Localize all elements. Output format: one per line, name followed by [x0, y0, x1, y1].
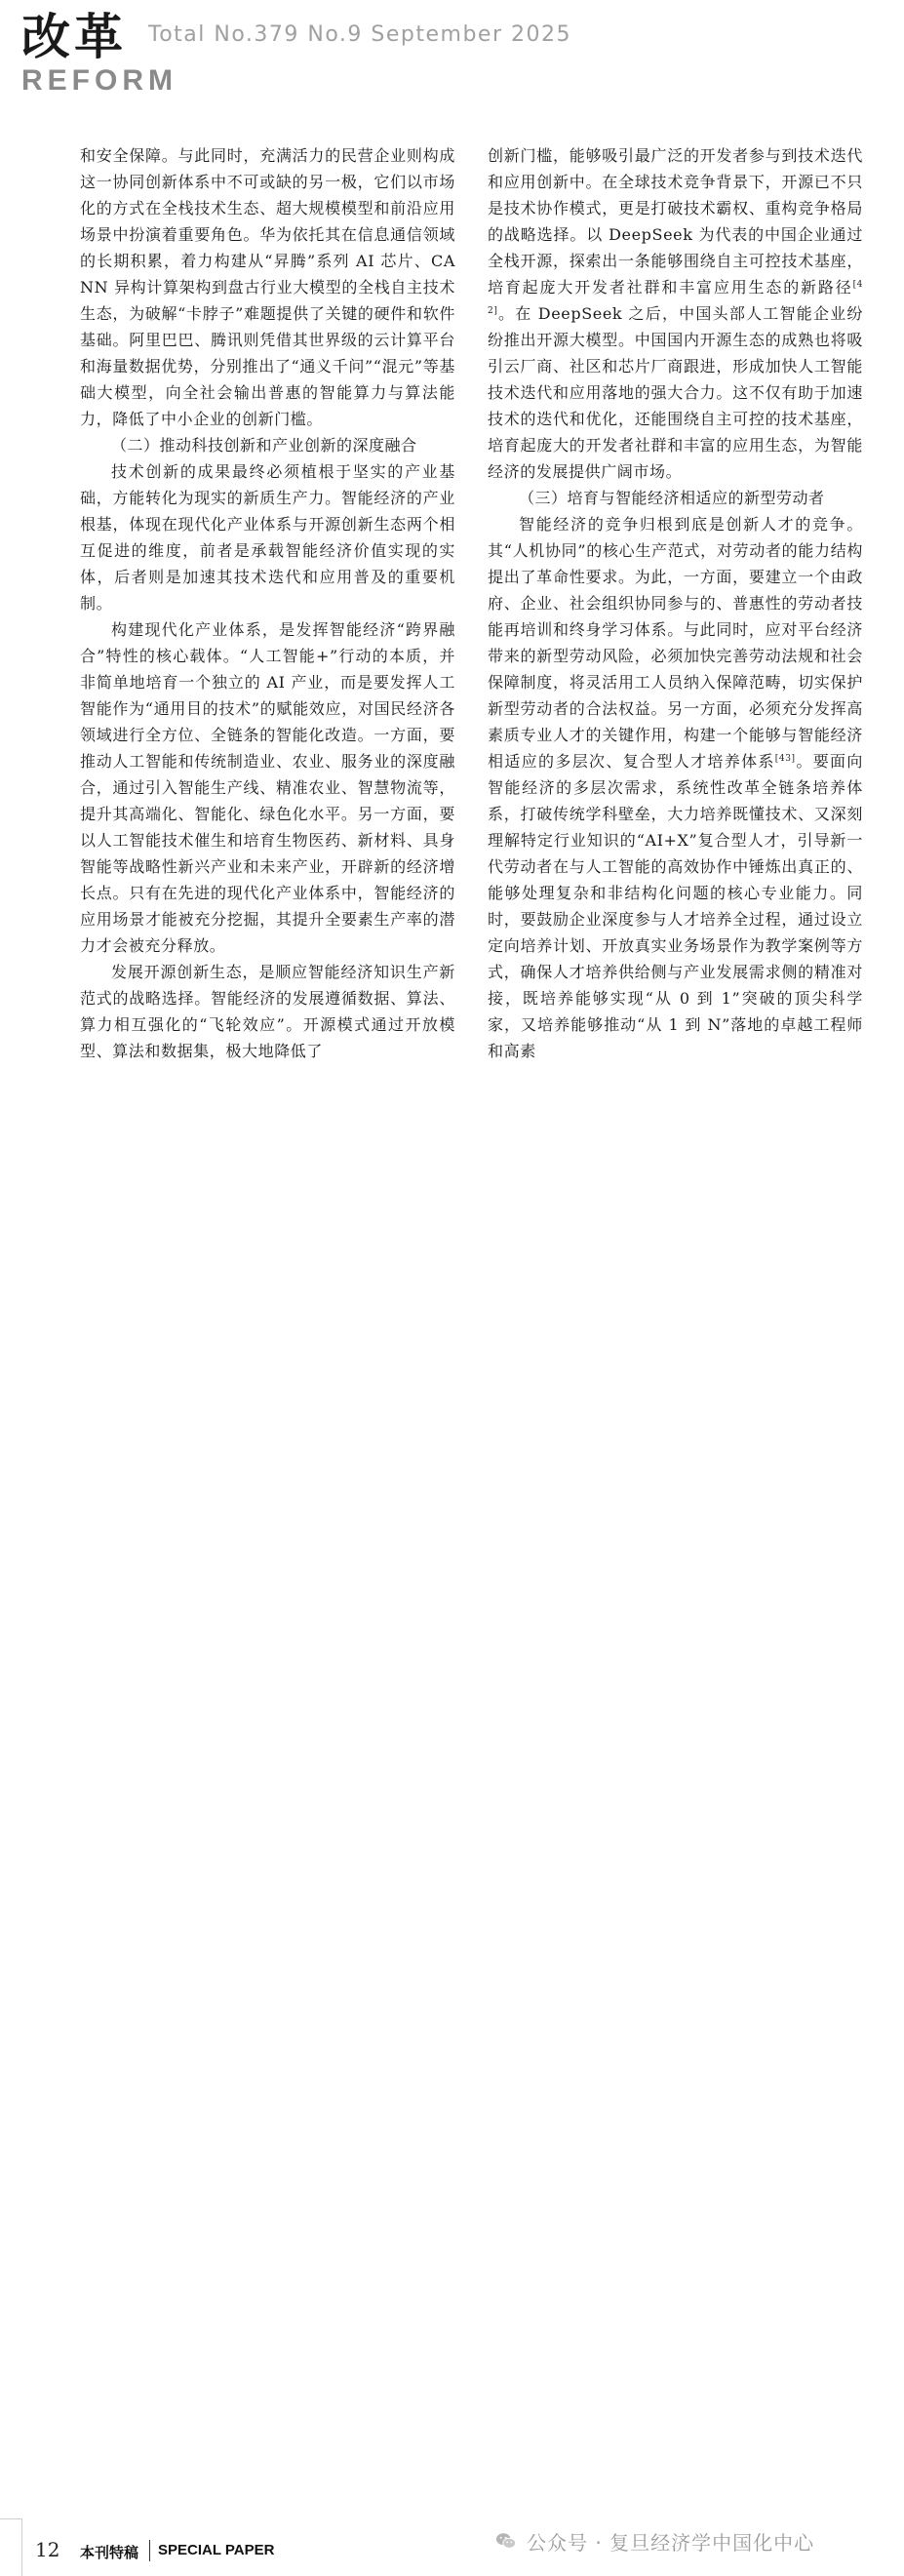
paragraph: 技术创新的成果最终必须植根于坚实的产业基础，方能转化为现实的新质生产力。智能经济的产业根基，体现在现代化产业体系与开源创新生态两个相互促进的维度，前者是承载智能经济价值实现的实体，后者则是加速其技术迭代和应用普及的重要机制。: [80, 462, 455, 613]
right-column: [488, 142, 863, 1064]
paragraph: 发展开源创新生态，是顺应智能经济知识生产新范式的战略选择。智能经济的发展遵循数据、算法、算力相互强化的“飞轮效应”。开源模式通过开放模型、算法和数据集，极大地降低了: [80, 963, 455, 1060]
journal-logo-en: REFORM: [21, 64, 177, 97]
journal-logo-cn: 改革: [21, 9, 127, 65]
paragraph-text: 。要面向智能经济的多层次需求，系统性改革全链条培养体系，打破传统学科壁垒，大力培养既懂技术、又深刻理解特定行业知识的“AI+X”复合型人才，引导新一代劳动者在与人工智能的高效协作中锤炼出真正的、能够处理复杂和非结构化问题的核心专业能力。同时，要鼓励企业深度参与人才培养全过程，通过设立定向培养计划、开放真实业务场景作为教学案例等方式，确保人才培养供给侧与产业发展需求侧的精准对接，既培养能够实现“从 0 到 1”突破的顶尖科学家，又培养能够推动“从 1 到 N”落地的卓越工程师和高素: [488, 752, 863, 1060]
paragraph-text: 智能经济的竞争归根到底是创新人才的竞争。其“人机协同”的核心生产范式，对劳动者的能力结构提出了革命性要求。为此，一方面，要建立一个由政府、企业、社会组织协同参与的、普惠性的劳动者技能再培训和终身学习体系。与此同时，应对平台经济带来的新型劳动风险，必须加快完善劳动法规和社会保障制度，将灵活用工人员纳入保障范畴，切实保护新型劳动者的合法权益。另一方面，必须充分发挥高素质专业人才的关键作用，构建一个能够与智能经济相适应的多层次、复合型人才培养体系: [488, 515, 863, 771]
section-heading: （三）培育与智能经济相适应的新型劳动者: [519, 489, 825, 507]
section-heading: （二）推动科技创新和产业创新的深度融合: [111, 436, 417, 455]
paragraph: [488, 142, 863, 485]
paragraph-text: 。在 DeepSeek 之后，中国头部人工智能企业纷纷推出开源大模型。中国国内开源生态的成熟也将吸引云厂商、社区和芯片厂商跟进，形成加快人工智能技术迭代和应用落地的强大合力。这不仅有助于加速技术的迭代和优化，还能围绕自主可控的技术基座，培育起庞大的开发者社群和丰富的应用生态，为智能经济的发展提供广阔市场。: [488, 304, 863, 481]
footer-divider: [149, 2540, 150, 2561]
paragraph: 和安全保障。与此同时，充满活力的民营企业则构成这一协同创新体系中不可或缺的另一极，它们以市场化的方式在全栈技术生态、超大规模模型和前沿应用场景中扮演着重要角色。华为依托其在信息通信领域的长期积累，着力构建从“昇腾”系列 AI 芯片、CANN 异构计算架构到盘古行业大模型的全栈自主技术生态，为破解“卡脖子”难题提供了关键的硬件和软件基础。阿里巴巴、腾讯则凭借其世界级的云计算平台和海量数据优势，分别推出了“通义千问”“混元”等基础大模型，向全社会输出普惠的智能算力与算法能力，降低了中小企业的创新门槛。: [80, 146, 455, 428]
page-fold-corner: [0, 2518, 22, 2576]
citation-ref: [43]: [774, 754, 796, 764]
masthead: [0, 0, 904, 107]
paragraph-text: 创新门槛，能够吸引最广泛的开发者参与到技术迭代和应用创新中。在全球技术竞争背景下，开源已不只是技术协作模式，更是打破技术霸权、重构竞争格局的战略选择。以 DeepSeek 为代表的中国企业通过全栈开源，探索出一条能够围绕自主可控技术基座，培育起庞大开发者社群和丰富应用生态的新路径: [488, 146, 863, 297]
issue-info: Total No.379 No.9 September 2025: [148, 22, 571, 47]
page-footer: [0, 1258, 904, 2561]
section-label-cn: 本刊特稿: [80, 2544, 139, 2561]
wechat-icon: [495, 2530, 517, 2552]
section-label-en: SPECIAL PAPER: [158, 2542, 275, 2558]
watermark: [495, 2524, 814, 2557]
paragraph: 构建现代化产业体系，是发挥智能经济“跨界融合”特性的核心载体。“人工智能+”行动的本质，并非简单地培育一个独立的 AI 产业，而是要发挥人工智能作为“通用目的技术”的赋能效应，对国民经济各领域进行全方位、全链条的智能化改造。一方面，要推动人工智能和传统制造业、农业、服务业的深度融合，通过引入智能生产线、精准农业、智慧物流等，提升其高端化、智能化、绿色化水平。另一方面，要以人工智能技术催生和培育生物医药、新材料、具身智能等战略性新兴产业和未来产业，开辟新的经济增长点。只有在先进的现代化产业体系中，智能经济的应用场景才能被充分挖掘，其提升全要素生产率的潜力才会被充分释放。: [80, 620, 455, 955]
citation-ref: [42]: [488, 280, 863, 316]
page-number: 12: [35, 2538, 60, 2561]
paragraph: [488, 511, 863, 1064]
left-column: [80, 142, 455, 1064]
watermark-text: 公众号 · 复旦经济学中国化中心: [527, 2530, 815, 2555]
